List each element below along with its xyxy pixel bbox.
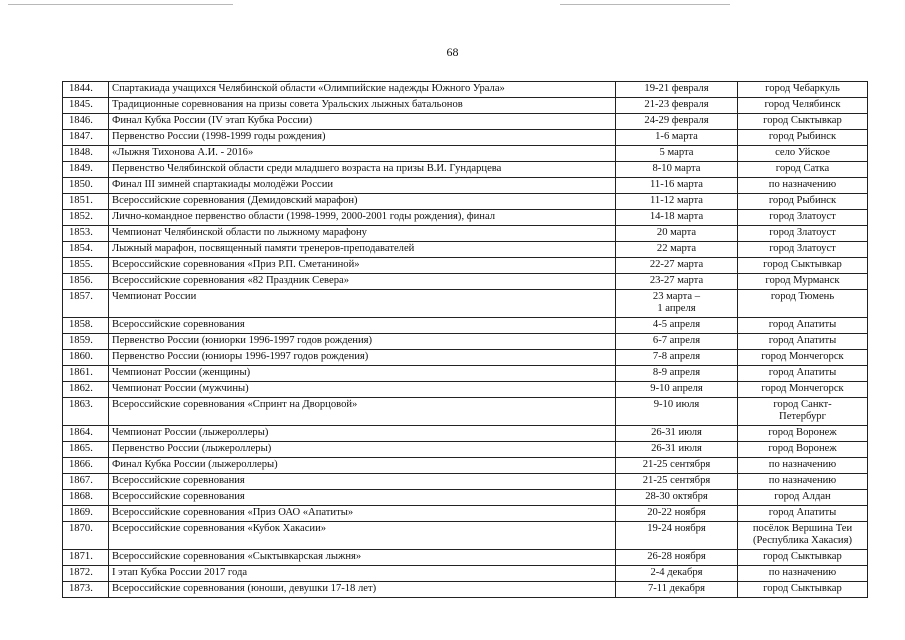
table-row xyxy=(63,490,868,506)
event-place-cell: город Санкт- Петербург xyxy=(738,398,868,426)
table-row xyxy=(63,382,868,398)
event-dates-cell: 14-18 марта xyxy=(616,210,738,226)
row-number-cell: 1873. xyxy=(63,582,109,598)
event-name-cell: Лично-командное первенство области (1998-1999, 2000-2001 годы рождения), финал xyxy=(109,210,616,226)
event-place-cell: город Апатиты xyxy=(738,334,868,350)
row-number-cell: 1863. xyxy=(63,398,109,426)
event-dates-cell: 20 марта xyxy=(616,226,738,242)
event-place-cell: город Челябинск xyxy=(738,98,868,114)
table-row xyxy=(63,522,868,550)
table-row xyxy=(63,210,868,226)
event-dates-cell: 23-27 марта xyxy=(616,274,738,290)
event-name-cell: Чемпионат Челябинской области по лыжному марафону xyxy=(109,226,616,242)
event-dates-cell: 11-16 марта xyxy=(616,178,738,194)
event-dates-cell: 26-28 ноября xyxy=(616,550,738,566)
table-row xyxy=(63,318,868,334)
row-number-cell: 1856. xyxy=(63,274,109,290)
event-dates-cell: 21-25 сентября xyxy=(616,474,738,490)
row-number-cell: 1869. xyxy=(63,506,109,522)
event-dates-cell: 4-5 апреля xyxy=(616,318,738,334)
event-name-cell: Финал Кубка России (IV этап Кубка России) xyxy=(109,114,616,130)
event-dates-cell: 7-8 апреля xyxy=(616,350,738,366)
row-number-cell: 1859. xyxy=(63,334,109,350)
event-place-cell: город Сыктывкар xyxy=(738,258,868,274)
event-name-cell: Лыжный марафон, посвященный памяти тренеров-преподавателей xyxy=(109,242,616,258)
row-number-cell: 1854. xyxy=(63,242,109,258)
table-row xyxy=(63,290,868,318)
row-number-cell: 1860. xyxy=(63,350,109,366)
table-row xyxy=(63,550,868,566)
event-place-cell: город Апатиты xyxy=(738,318,868,334)
event-dates-cell: 19-24 ноября xyxy=(616,522,738,550)
table-row xyxy=(63,258,868,274)
row-number-cell: 1866. xyxy=(63,458,109,474)
event-name-cell: Всероссийские соревнования xyxy=(109,474,616,490)
event-dates-cell: 22-27 марта xyxy=(616,258,738,274)
row-number-cell: 1872. xyxy=(63,566,109,582)
event-name-cell: Первенство Челябинской области среди младшего возраста на призы В.И. Гундарцева xyxy=(109,162,616,178)
event-name-cell: Спартакиада учащихся Челябинской области «Олимпийские надежды Южного Урала» xyxy=(109,82,616,98)
event-place-cell: по назначению xyxy=(738,566,868,582)
event-dates-cell: 9-10 июля xyxy=(616,398,738,426)
event-place-cell: город Алдан xyxy=(738,490,868,506)
row-number-cell: 1870. xyxy=(63,522,109,550)
table-row xyxy=(63,566,868,582)
row-number-cell: 1851. xyxy=(63,194,109,210)
event-name-cell: Чемпионат России xyxy=(109,290,616,318)
event-place-cell: село Уйское xyxy=(738,146,868,162)
event-place-cell: город Сыктывкар xyxy=(738,550,868,566)
event-place-cell: по назначению xyxy=(738,458,868,474)
table-row xyxy=(63,458,868,474)
event-name-cell: Всероссийские соревнования «82 Праздник Севера» xyxy=(109,274,616,290)
row-number-cell: 1850. xyxy=(63,178,109,194)
table-row xyxy=(63,350,868,366)
table-row xyxy=(63,474,868,490)
event-name-cell: Чемпионат России (лыжероллеры) xyxy=(109,426,616,442)
event-name-cell: Первенство России (юниорки 1996-1997 годов рождения) xyxy=(109,334,616,350)
table-row xyxy=(63,242,868,258)
event-dates-cell: 21-25 сентября xyxy=(616,458,738,474)
table-row xyxy=(63,226,868,242)
event-dates-cell: 6-7 апреля xyxy=(616,334,738,350)
event-dates-cell: 8-10 марта xyxy=(616,162,738,178)
event-name-cell: Всероссийские соревнования «Приз Р.П. Сметаниной» xyxy=(109,258,616,274)
event-dates-cell: 23 марта – 1 апреля xyxy=(616,290,738,318)
table-row xyxy=(63,426,868,442)
event-place-cell: город Рыбинск xyxy=(738,194,868,210)
event-place-cell: город Златоуст xyxy=(738,210,868,226)
table-row xyxy=(63,82,868,98)
event-name-cell: Первенство России (лыжероллеры) xyxy=(109,442,616,458)
event-name-cell: I этап Кубка России 2017 года xyxy=(109,566,616,582)
event-place-cell: город Тюмень xyxy=(738,290,868,318)
table-row xyxy=(63,114,868,130)
row-number-cell: 1848. xyxy=(63,146,109,162)
event-place-cell: город Мончегорск xyxy=(738,382,868,398)
event-place-cell: город Златоуст xyxy=(738,226,868,242)
row-number-cell: 1853. xyxy=(63,226,109,242)
row-number-cell: 1846. xyxy=(63,114,109,130)
event-place-cell: посёлок Вершина Теи (Республика Хакасия) xyxy=(738,522,868,550)
competition-schedule-table xyxy=(62,81,868,598)
table-row xyxy=(63,398,868,426)
event-name-cell: Первенство России (1998-1999 годы рождения) xyxy=(109,130,616,146)
row-number-cell: 1864. xyxy=(63,426,109,442)
row-number-cell: 1871. xyxy=(63,550,109,566)
event-dates-cell: 26-31 июля xyxy=(616,426,738,442)
event-name-cell: Всероссийские соревнования «Сыктывкарская лыжня» xyxy=(109,550,616,566)
event-name-cell: Финал Кубка России (лыжероллеры) xyxy=(109,458,616,474)
table-row xyxy=(63,178,868,194)
event-place-cell: город Мончегорск xyxy=(738,350,868,366)
event-dates-cell: 26-31 июля xyxy=(616,442,738,458)
row-number-cell: 1847. xyxy=(63,130,109,146)
schedule-table-body xyxy=(63,82,868,598)
event-name-cell: Финал III зимней спартакиады молодёжи России xyxy=(109,178,616,194)
event-place-cell: город Апатиты xyxy=(738,506,868,522)
event-dates-cell: 19-21 февраля xyxy=(616,82,738,98)
table-row xyxy=(63,274,868,290)
row-number-cell: 1849. xyxy=(63,162,109,178)
event-name-cell: Чемпионат России (мужчины) xyxy=(109,382,616,398)
event-name-cell: Чемпионат России (женщины) xyxy=(109,366,616,382)
row-number-cell: 1861. xyxy=(63,366,109,382)
table-row xyxy=(63,162,868,178)
event-name-cell: Всероссийские соревнования «Спринт на Дворцовой» xyxy=(109,398,616,426)
page-number: 68 xyxy=(446,45,459,59)
event-dates-cell: 1-6 марта xyxy=(616,130,738,146)
table-row xyxy=(63,442,868,458)
event-place-cell: город Воронеж xyxy=(738,442,868,458)
scan-line-left xyxy=(8,4,233,5)
event-dates-cell: 21-23 февраля xyxy=(616,98,738,114)
event-name-cell: Всероссийские соревнования (юноши, девушки 17-18 лет) xyxy=(109,582,616,598)
row-number-cell: 1858. xyxy=(63,318,109,334)
event-dates-cell: 11-12 марта xyxy=(616,194,738,210)
event-name-cell: Всероссийские соревнования xyxy=(109,318,616,334)
event-dates-cell: 20-22 ноября xyxy=(616,506,738,522)
row-number-cell: 1868. xyxy=(63,490,109,506)
row-number-cell: 1845. xyxy=(63,98,109,114)
scan-line-right xyxy=(560,4,730,5)
table-row xyxy=(63,366,868,382)
table-row xyxy=(63,334,868,350)
event-dates-cell: 24-29 февраля xyxy=(616,114,738,130)
event-dates-cell: 8-9 апреля xyxy=(616,366,738,382)
event-name-cell: «Лыжня Тихонова А.И. - 2016» xyxy=(109,146,616,162)
event-place-cell: город Мурманск xyxy=(738,274,868,290)
event-dates-cell: 7-11 декабря xyxy=(616,582,738,598)
event-name-cell: Первенство России (юниоры 1996-1997 годов рождения) xyxy=(109,350,616,366)
event-name-cell: Всероссийские соревнования (Демидовский марафон) xyxy=(109,194,616,210)
event-name-cell: Всероссийские соревнования «Приз ОАО «Апатиты» xyxy=(109,506,616,522)
event-place-cell: город Воронеж xyxy=(738,426,868,442)
event-dates-cell: 5 марта xyxy=(616,146,738,162)
event-place-cell: город Сыктывкар xyxy=(738,582,868,598)
table-row xyxy=(63,146,868,162)
event-place-cell: город Чебаркуль xyxy=(738,82,868,98)
row-number-cell: 1852. xyxy=(63,210,109,226)
event-dates-cell: 22 марта xyxy=(616,242,738,258)
event-place-cell: город Рыбинск xyxy=(738,130,868,146)
row-number-cell: 1867. xyxy=(63,474,109,490)
event-name-cell: Традиционные соревнования на призы совета Уральских лыжных батальонов xyxy=(109,98,616,114)
event-dates-cell: 9-10 апреля xyxy=(616,382,738,398)
table-row xyxy=(63,130,868,146)
event-place-cell: по назначению xyxy=(738,178,868,194)
event-name-cell: Всероссийские соревнования xyxy=(109,490,616,506)
event-dates-cell: 28-30 октября xyxy=(616,490,738,506)
row-number-cell: 1857. xyxy=(63,290,109,318)
table-row xyxy=(63,506,868,522)
table-row xyxy=(63,194,868,210)
event-place-cell: город Сатка xyxy=(738,162,868,178)
table-row xyxy=(63,582,868,598)
row-number-cell: 1844. xyxy=(63,82,109,98)
event-place-cell: по назначению xyxy=(738,474,868,490)
event-place-cell: город Сыктывкар xyxy=(738,114,868,130)
table-row xyxy=(63,98,868,114)
row-number-cell: 1862. xyxy=(63,382,109,398)
event-name-cell: Всероссийские соревнования «Кубок Хакасии» xyxy=(109,522,616,550)
row-number-cell: 1855. xyxy=(63,258,109,274)
event-dates-cell: 2-4 декабря xyxy=(616,566,738,582)
event-place-cell: город Златоуст xyxy=(738,242,868,258)
event-place-cell: город Апатиты xyxy=(738,366,868,382)
row-number-cell: 1865. xyxy=(63,442,109,458)
